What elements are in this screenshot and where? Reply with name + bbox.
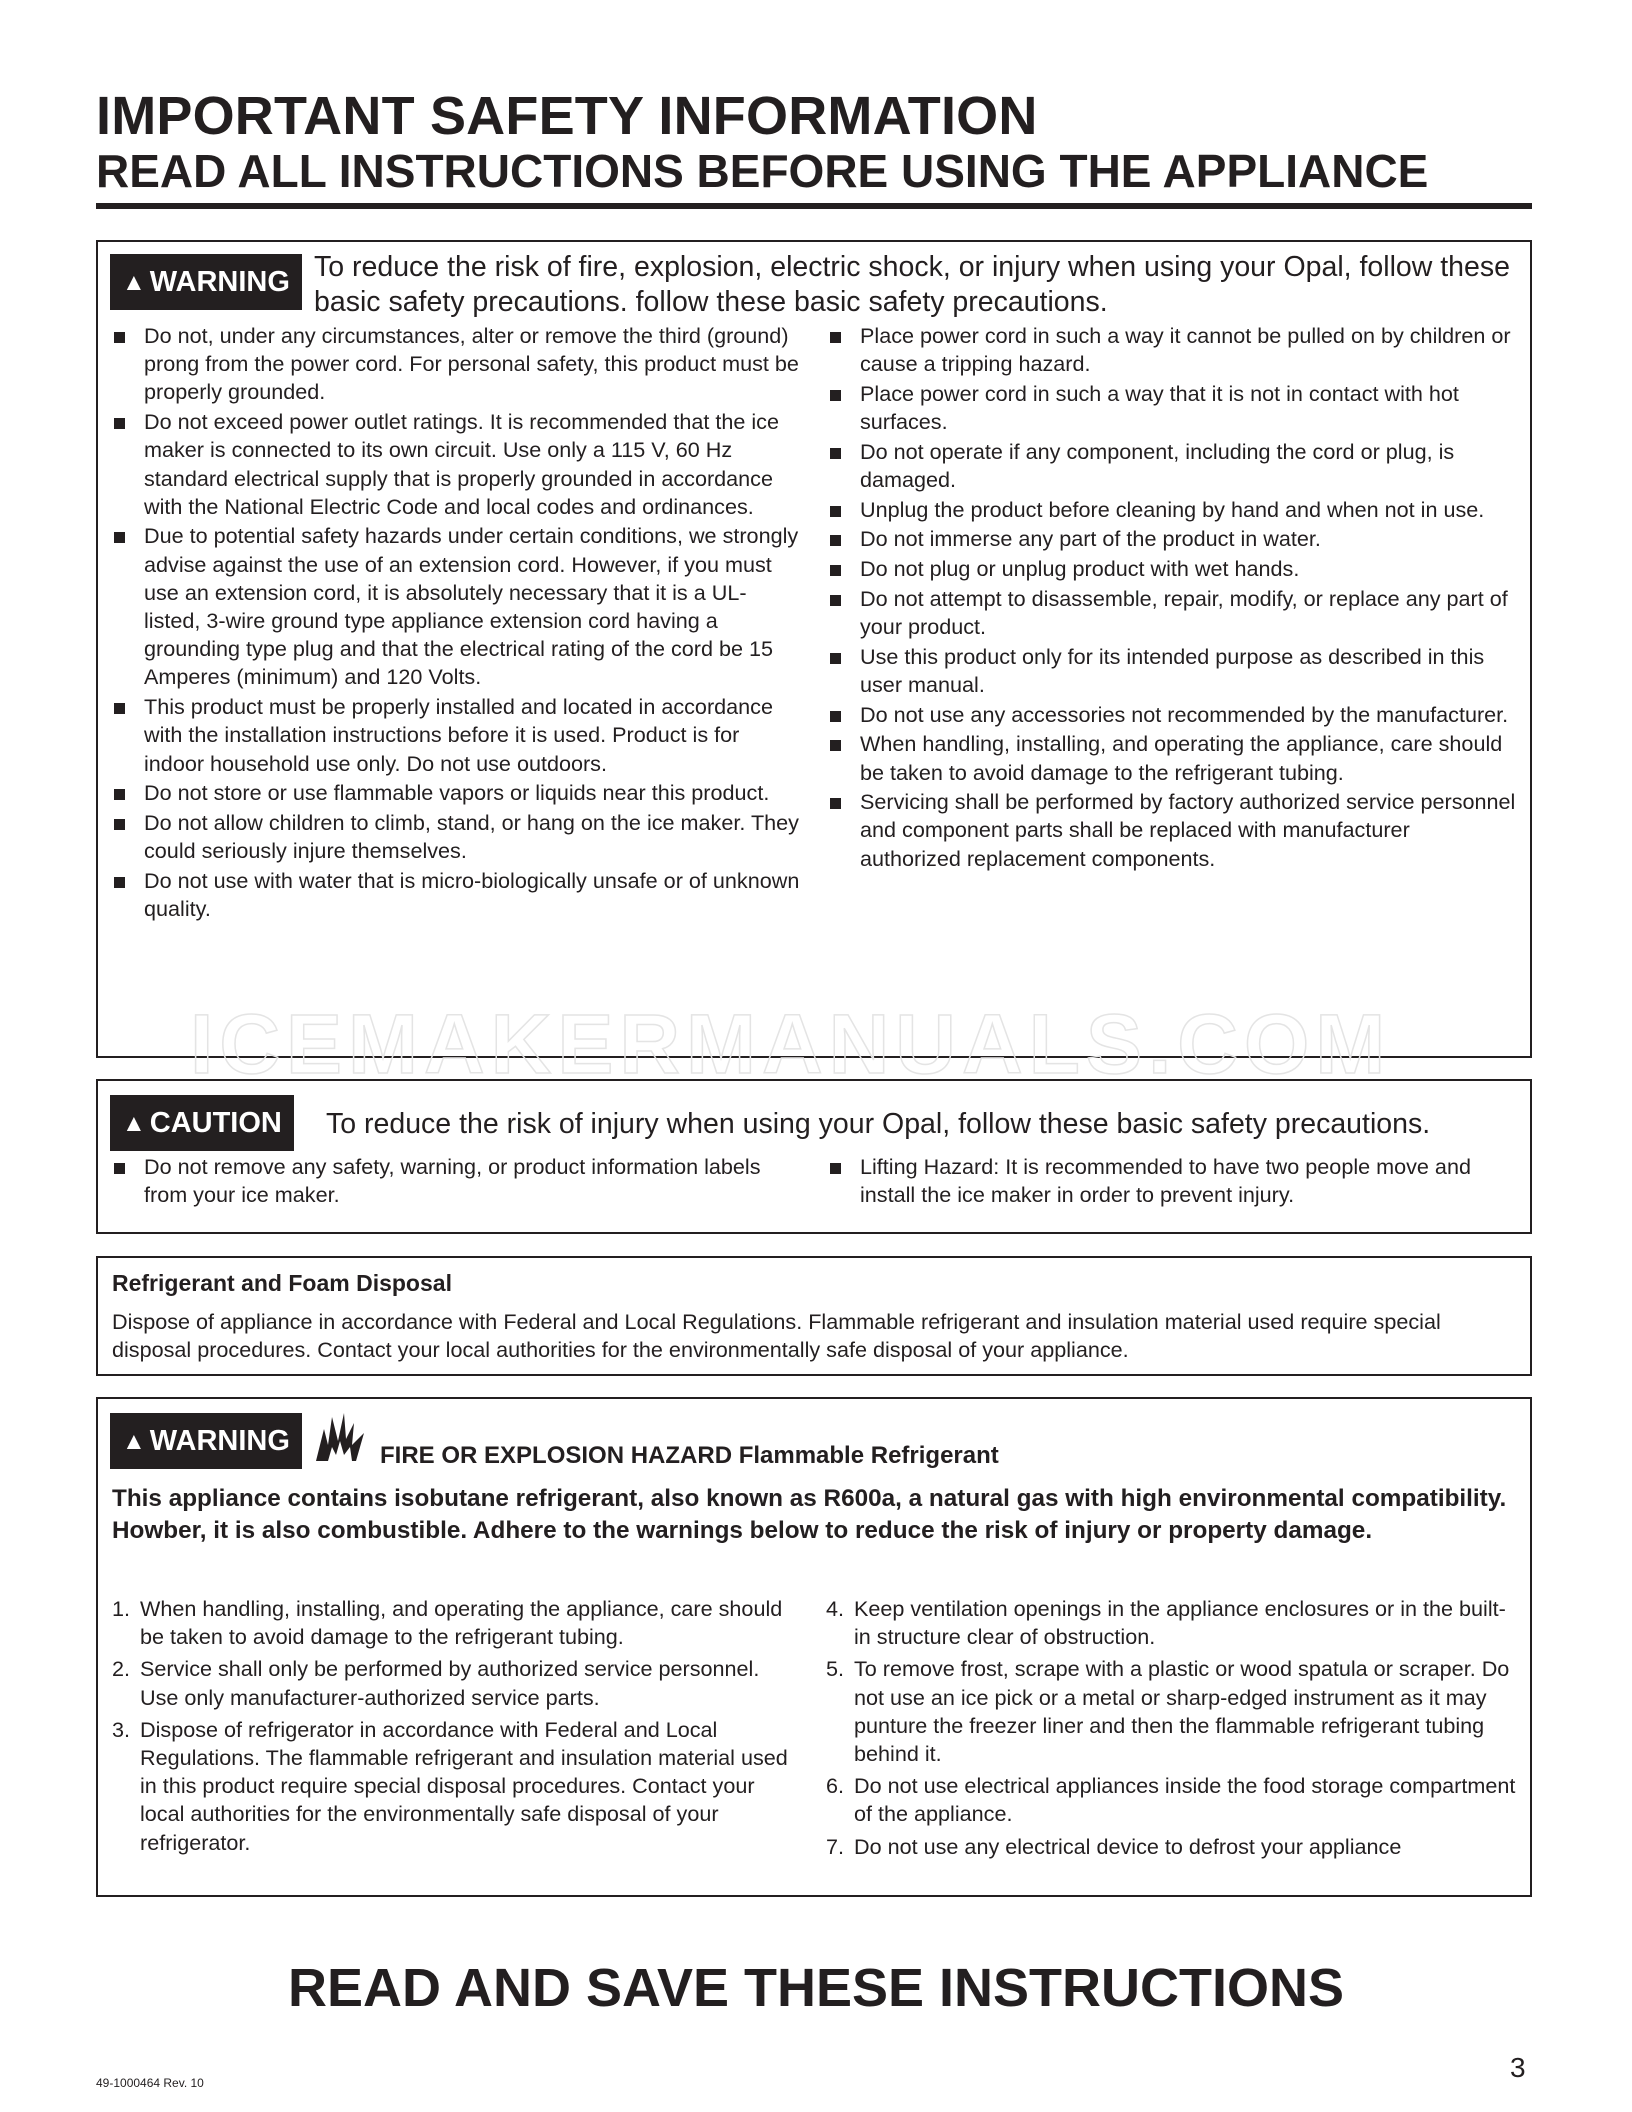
warning-triangle-icon: ▲ [122,269,146,296]
warning-list-left [110,322,800,925]
warning-box [96,240,1532,1058]
fire-warning-box [96,1397,1532,1897]
warning-lead-text: To reduce the risk of fire, explosion, electric shock, or injury when using your Opal, follow these basic safety precautions. follow these basic safety precautions. [314,251,1510,318]
list-item: 7. Do not use any electrical device to defrost your appliance [826,1833,1402,1859]
disposal-body: Dispose of appliance in accordance with Federal and Local Regulations. Flammable refrigerant and insulation material used require special disposal procedures. Contact your local authorities for the environmentally safe disposal of your appliance. [112,1309,1441,1363]
list-item: Do not attempt to disassemble, repair, modify, or replace any part of your product. [826,585,1516,641]
watermark: ICEMAKERMANUALS.COM [190,997,1392,1091]
page-number: 3 [1510,2052,1526,2083]
list-item: Do not immerse any part of the product in water. [826,525,1516,553]
list-item: 1. When handling, installing, and operating the appliance, care should be taken to avoid damage to the refrigerant tubing. [112,1596,783,1650]
list-item: 4. Keep ventilation openings in the appliance enclosures or in the built-in structure clear of obstruction. [826,1596,1506,1650]
list-item: 5. To remove frost, scrape with a plastic or wood spatula or scraper. Do not use an ice pick or a metal or sharp-edged instrument as it may punture the freezer liner and then the flammable refrigerant tubing behind it. [826,1656,1510,1767]
disposal-box [96,1256,1532,1376]
list-item: Unplug the product before cleaning by hand and when not in use. [826,496,1516,524]
list-item: Do not store or use flammable vapors or liquids near this product. [110,779,800,807]
list-item: Use this product only for its intended purpose as described in this user manual. [826,643,1516,699]
page-title: IMPORTANT SAFETY INFORMATION [96,86,1038,146]
list-item: Do not operate if any component, including the cord or plug, is damaged. [826,438,1516,494]
caution-lead-text: To reduce the risk of injury when using your Opal, follow these basic safety precautions. [326,1108,1431,1140]
fire-warning-badge [110,1413,302,1469]
list-item: Do not use with water that is micro-biologically unsafe or of unknown quality. [110,867,800,923]
disposal-title: Refrigerant and Foam Disposal [112,1270,452,1296]
caution-badge [110,1095,294,1151]
warning-badge [110,254,302,310]
list-item: Due to potential safety hazards under certain conditions, we strongly advise against the use of an extension cord. However, if you must use an extension cord, it is absolutely necessary that it is a UL-listed, 3-wire ground type appliance extension cord having a grounding type plug and that the electrical rating of the cord be 15 Amperes (minimum) and 120 Volts. [110,522,800,691]
title-divider [96,203,1532,209]
list-item: 3. Dispose of refrigerator in accordance with Federal and Local Regulations. The flammable refrigerant and insulation material used in this product require special disposal procedures. Contact your local authorities for the environmentally safe disposal of your refrigerator. [112,1716,788,1855]
list-item: Place power cord in such a way that it is not in contact with hot surfaces. [826,380,1516,436]
caution-list-left [110,1153,800,1211]
caution-box [96,1079,1532,1234]
caution-badge-label: CAUTION [149,1107,282,1139]
list-item: This product must be properly installed and located in accordance with the installation instructions before it is used. Product is for indoor household use only. Do not use outdoors. [110,693,800,778]
fire-hazard-title: FIRE OR EXPLOSION HAZARD Flammable Refrigerant [380,1442,999,1469]
list-item: Do not, under any circumstances, alter or remove the third (ground) prong from the power cord. For personal safety, this product must be properly grounded. [110,322,800,407]
list-item: 2. Service shall only be performed by authorized service personnel. Use only manufacturer-authorized service parts. [112,1656,760,1710]
fire-warning-badge-label: WARNING [149,1425,290,1457]
list-item: When handling, installing, and operating the appliance, care should be taken to avoid damage to the refrigerant tubing. [826,730,1516,786]
warning-list-right [826,322,1516,874]
fire-list-left [112,1595,802,1861]
warning-badge-label: WARNING [149,266,290,298]
fire-list-right [826,1595,1516,1865]
list-item: Servicing shall be performed by factory authorized service personnel and component parts shall be replaced with manufacturer authorized replacement components. [826,788,1516,873]
footer-title: READ AND SAVE THESE INSTRUCTIONS [287,1958,1345,2018]
list-item: 6. Do not use electrical appliances inside the food storage compartment of the appliance. [826,1773,1516,1827]
warning-triangle-icon: ▲ [122,1428,146,1455]
list-item: Do not use any accessories not recommended by the manufacturer. [826,701,1516,729]
warning-triangle-icon: ▲ [122,1110,146,1137]
page-subtitle: READ ALL INSTRUCTIONS BEFORE USING THE APPLIANCE [96,145,1429,197]
caution-list-right [826,1153,1516,1211]
document-number: 49-1000464 Rev. 10 [96,2076,204,2090]
fire-hazard-intro: This appliance contains isobutane refrigerant, also known as R600a, a natural gas with high environmental compatibility. Howber, it is also combustible. Adhere to the warnings below to reduce the risk of injury or property damage. [112,1485,1507,1544]
list-item: Do not remove any safety, warning, or product information labels from your ice maker. [110,1153,800,1209]
list-item: Do not plug or unplug product with wet hands. [826,555,1516,583]
fire-explosion-icon [314,1411,366,1465]
list-item: Do not exceed power outlet ratings. It is recommended that the ice maker is connected to its own circuit. Use only a 115 V, 60 Hz standard electrical supply that is properly grounded in accordance with the National Electric Code and local codes and ordinances. [110,408,800,521]
list-item: Place power cord in such a way it cannot be pulled on by children or cause a tripping hazard. [826,322,1516,378]
list-item: Lifting Hazard: It is recommended to have two people move and install the ice maker in order to prevent injury. [826,1153,1516,1209]
list-item: Do not allow children to climb, stand, or hang on the ice maker. They could seriously injure themselves. [110,809,800,865]
